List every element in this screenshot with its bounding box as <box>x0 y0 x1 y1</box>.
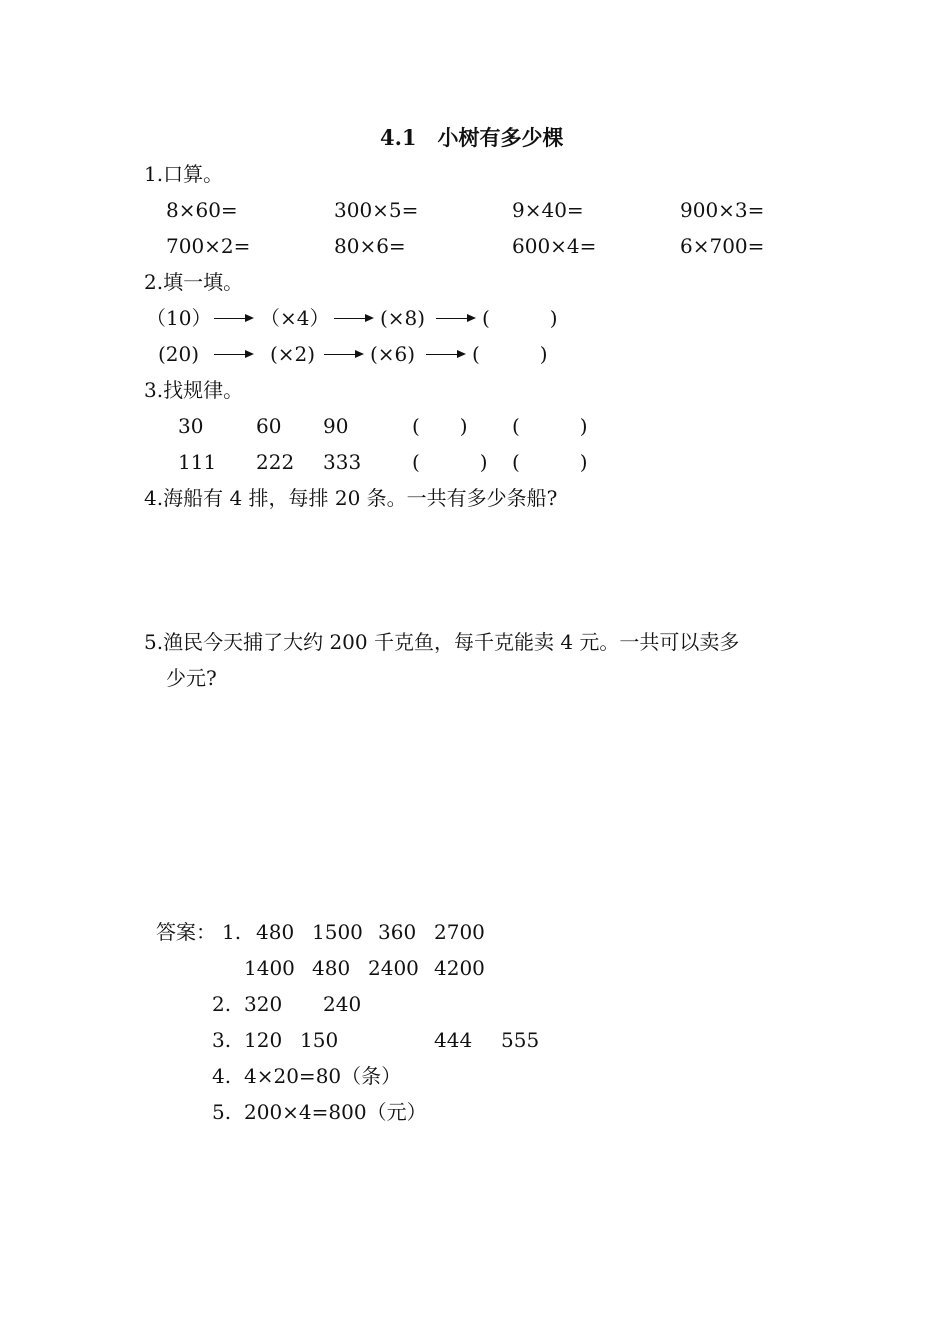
answer-value: 1400 <box>244 956 295 980</box>
answer-value: 4×20=80（条） <box>244 1064 402 1088</box>
question-3-heading: 3.找规律。 <box>144 378 244 402</box>
answer-value: 2700 <box>434 920 485 944</box>
question-4-text: 4.海船有 4 排，每排 20 条。一共有多少条船? <box>144 486 558 510</box>
arrow-icon <box>214 342 254 366</box>
q1-item: 80×6= <box>334 234 406 258</box>
answer-number: 3. <box>212 1028 232 1052</box>
question-1-heading: 1.口算。 <box>144 162 224 186</box>
q2-start-value: （10） <box>146 306 212 330</box>
answer-value: 555 <box>501 1028 540 1052</box>
answer-value: 320 <box>244 992 283 1016</box>
q1-item: 700×2= <box>166 234 251 258</box>
q2-operation: (×6) <box>370 342 416 366</box>
answer-value: 240 <box>323 992 362 1016</box>
answer-number: 5. <box>212 1100 232 1124</box>
answer-number: 2. <box>212 992 232 1016</box>
q1-item: 6×700= <box>680 234 765 258</box>
answers-label: 答案： <box>156 920 216 944</box>
answer-value: 360 <box>378 920 417 944</box>
answer-value: 200×4=800（元） <box>244 1100 427 1124</box>
q3-value: 90 <box>323 414 349 438</box>
q3-answer-blank: ( ) <box>512 450 588 474</box>
q3-value: 30 <box>178 414 204 438</box>
answer-number: 1. <box>222 920 242 944</box>
arrow-icon <box>324 342 364 366</box>
page-title: 4.1 小树有多少棵 <box>380 125 564 150</box>
q1-item: 900×3= <box>680 198 765 222</box>
answer-value: 120 <box>244 1028 283 1052</box>
arrow-icon <box>436 306 476 330</box>
question-5-line-1: 5.渔民今天捕了大约 200 千克鱼，每千克能卖 4 元。一共可以卖多 <box>144 630 740 654</box>
arrow-icon <box>334 306 374 330</box>
q3-answer-blank: ( ) <box>412 414 468 438</box>
q2-start-value: (20) <box>158 342 200 366</box>
q2-operation: (×2) <box>270 342 316 366</box>
answer-value: 444 <box>434 1028 473 1052</box>
answer-value: 150 <box>300 1028 339 1052</box>
answer-value: 480 <box>256 920 295 944</box>
answer-value: 480 <box>312 956 351 980</box>
q3-answer-blank: ( ) <box>412 450 488 474</box>
q2-answer-blank: ( ) <box>472 342 548 366</box>
arrow-icon <box>426 342 466 366</box>
question-5-line-2: 少元? <box>166 666 217 690</box>
answer-number: 4. <box>212 1064 232 1088</box>
question-2-heading: 2.填一填。 <box>144 270 244 294</box>
q1-item: 600×4= <box>512 234 597 258</box>
q2-answer-blank: ( ) <box>482 306 558 330</box>
q3-value: 60 <box>256 414 282 438</box>
arrow-icon <box>214 306 254 330</box>
q1-item: 300×5= <box>334 198 419 222</box>
answer-value: 1500 <box>312 920 363 944</box>
q2-operation: （×4） <box>260 306 330 330</box>
q2-operation: (×8) <box>380 306 426 330</box>
q1-item: 9×40= <box>512 198 584 222</box>
q1-item: 8×60= <box>166 198 238 222</box>
answer-value: 4200 <box>434 956 485 980</box>
q3-answer-blank: ( ) <box>512 414 588 438</box>
q3-value: 111 <box>178 450 217 474</box>
q3-value: 333 <box>323 450 362 474</box>
answer-value: 2400 <box>368 956 419 980</box>
q3-value: 222 <box>256 450 295 474</box>
